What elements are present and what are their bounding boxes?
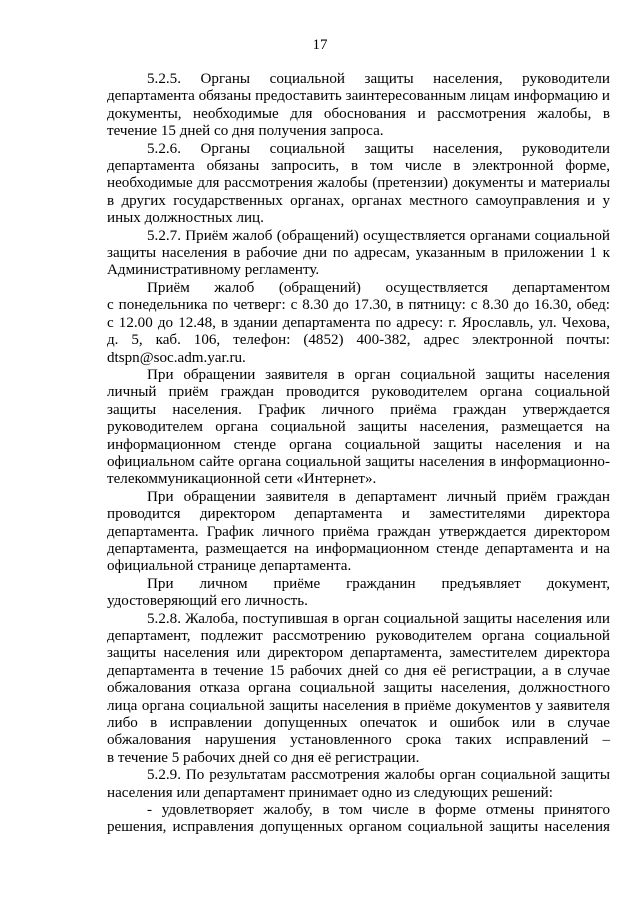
paragraph bbox=[107, 141, 610, 228]
text-line: - удовлетворяет жалобу, в том числе в форме отмены принятого bbox=[147, 802, 610, 819]
page-number: 17 bbox=[312, 37, 328, 53]
text-line: обжалования отказа органа социальной защиты населения, должностного bbox=[107, 680, 610, 697]
text-line: необходимые для рассмотрения жалобы (претензии) документы и материалы bbox=[107, 175, 610, 192]
text-line: документы, необходимые для обоснования и рассмотрения жалобы, в bbox=[107, 105, 610, 122]
text-line: либо в исправлении допущенных опечаток и ошибок или в случае bbox=[107, 715, 610, 732]
paragraph bbox=[107, 802, 610, 837]
text-line: департамента. График личного приёма граждан утверждается директором bbox=[107, 523, 610, 540]
text-line: с понедельника по четверг: с 8.30 до 17.30, в пятницу: с 8.30 до 16.30, обед: bbox=[107, 297, 610, 314]
text-line: д. 5, каб. 106, телефон: (4852) 400-382, адрес электронной почты: bbox=[107, 332, 610, 349]
paragraph bbox=[107, 767, 610, 802]
text-line: населения или департамент принимает одно из следующих решений: bbox=[107, 784, 553, 801]
text-line: официальной странице департамента. bbox=[107, 558, 352, 575]
text-line: течение 15 дней со дня получения запроса. bbox=[107, 123, 384, 140]
text-line: защиты населения в рабочие дни по адресам, указанным в приложении 1 к bbox=[107, 245, 610, 262]
text-line: телекоммуникационной сети «Интернет». bbox=[107, 471, 377, 488]
text-line: 5.2.7. Приём жалоб (обращений) осуществляется органами социальной bbox=[147, 227, 610, 244]
text-line: 5.2.5. Органы социальной защиты населения, руководители bbox=[147, 71, 610, 87]
text-line: решения, исправления допущенных органом социальной защиты населения bbox=[107, 819, 610, 836]
text-line: департамента обязаны предоставить заинтересованным лицам информацию и bbox=[107, 88, 610, 105]
paragraph bbox=[107, 576, 610, 611]
text-line: 5.2.8. Жалоба, поступившая в орган социальной защиты населения или bbox=[147, 610, 610, 627]
text-line: в течение 5 рабочих дней со дня её регистрации. bbox=[107, 749, 420, 766]
paragraph bbox=[107, 489, 610, 576]
text-line: в других государственных органах, органах местного самоуправления и у bbox=[107, 192, 610, 209]
text-line: обжалования нарушения установленного срока таких исправлений – bbox=[107, 732, 610, 749]
paragraph bbox=[107, 611, 610, 768]
text-line: лица органа социальной защиты населения в приёме документов у заявителя bbox=[107, 697, 610, 714]
text-line: департамента, размещается на информационном стенде департамента и на bbox=[107, 540, 610, 557]
text-line: Приём жалоб (обращений) осуществляется департаментом bbox=[147, 279, 610, 296]
text-line: департамент, подлежит рассмотрению руководителем органа социальной bbox=[107, 628, 610, 644]
document-body bbox=[107, 71, 610, 837]
text-line: 5.2.6. Органы социальной защиты населения, руководители bbox=[147, 140, 610, 157]
text-line: руководителем органа социальной защиты населения, размещается на bbox=[107, 419, 610, 436]
paragraph bbox=[107, 228, 610, 280]
text-line: информационном стенде органа социальной защиты населения и на bbox=[107, 436, 610, 453]
text-line: При личном приёме гражданин предъявляет документ, bbox=[147, 575, 610, 592]
text-line: официальном сайте органа социальной защиты населения в информационно- bbox=[107, 453, 610, 470]
text-line: 5.2.9. По результатам рассмотрения жалобы орган социальной защиты bbox=[147, 767, 610, 784]
text-line: При обращении заявителя в орган социальной защиты населения bbox=[147, 366, 610, 383]
text-line: защиты населения. График личного приёма граждан утверждается bbox=[107, 401, 610, 418]
text-line: с 12.00 до 12.48, в здании департамента по адресу: г. Ярославль, ул. Чехова, bbox=[107, 314, 610, 331]
text-line: Административному регламенту. bbox=[107, 262, 320, 279]
paragraph bbox=[107, 367, 610, 489]
paragraph bbox=[107, 280, 610, 367]
text-line: иных должностных лиц. bbox=[107, 210, 264, 227]
paragraph bbox=[107, 71, 610, 141]
text-line: dtspn@soc.adm.yar.ru. bbox=[107, 349, 246, 366]
text-line: удостоверяющий его личность. bbox=[107, 593, 308, 610]
text-line: департамента обязаны запросить, в том числе в электронной форме, bbox=[107, 158, 610, 175]
text-line: При обращении заявителя в департамент личный приём граждан bbox=[147, 488, 610, 505]
text-line: защиты населения или директором департамента, заместителем директора bbox=[107, 645, 610, 662]
text-line: личный приём граждан проводится руководителем органа социальной bbox=[107, 384, 610, 401]
text-line: департамента в течение 15 рабочих дней со дня её регистрации, а в случае bbox=[107, 662, 610, 679]
text-line: проводится директором департамента и заместителями директора bbox=[107, 506, 610, 523]
